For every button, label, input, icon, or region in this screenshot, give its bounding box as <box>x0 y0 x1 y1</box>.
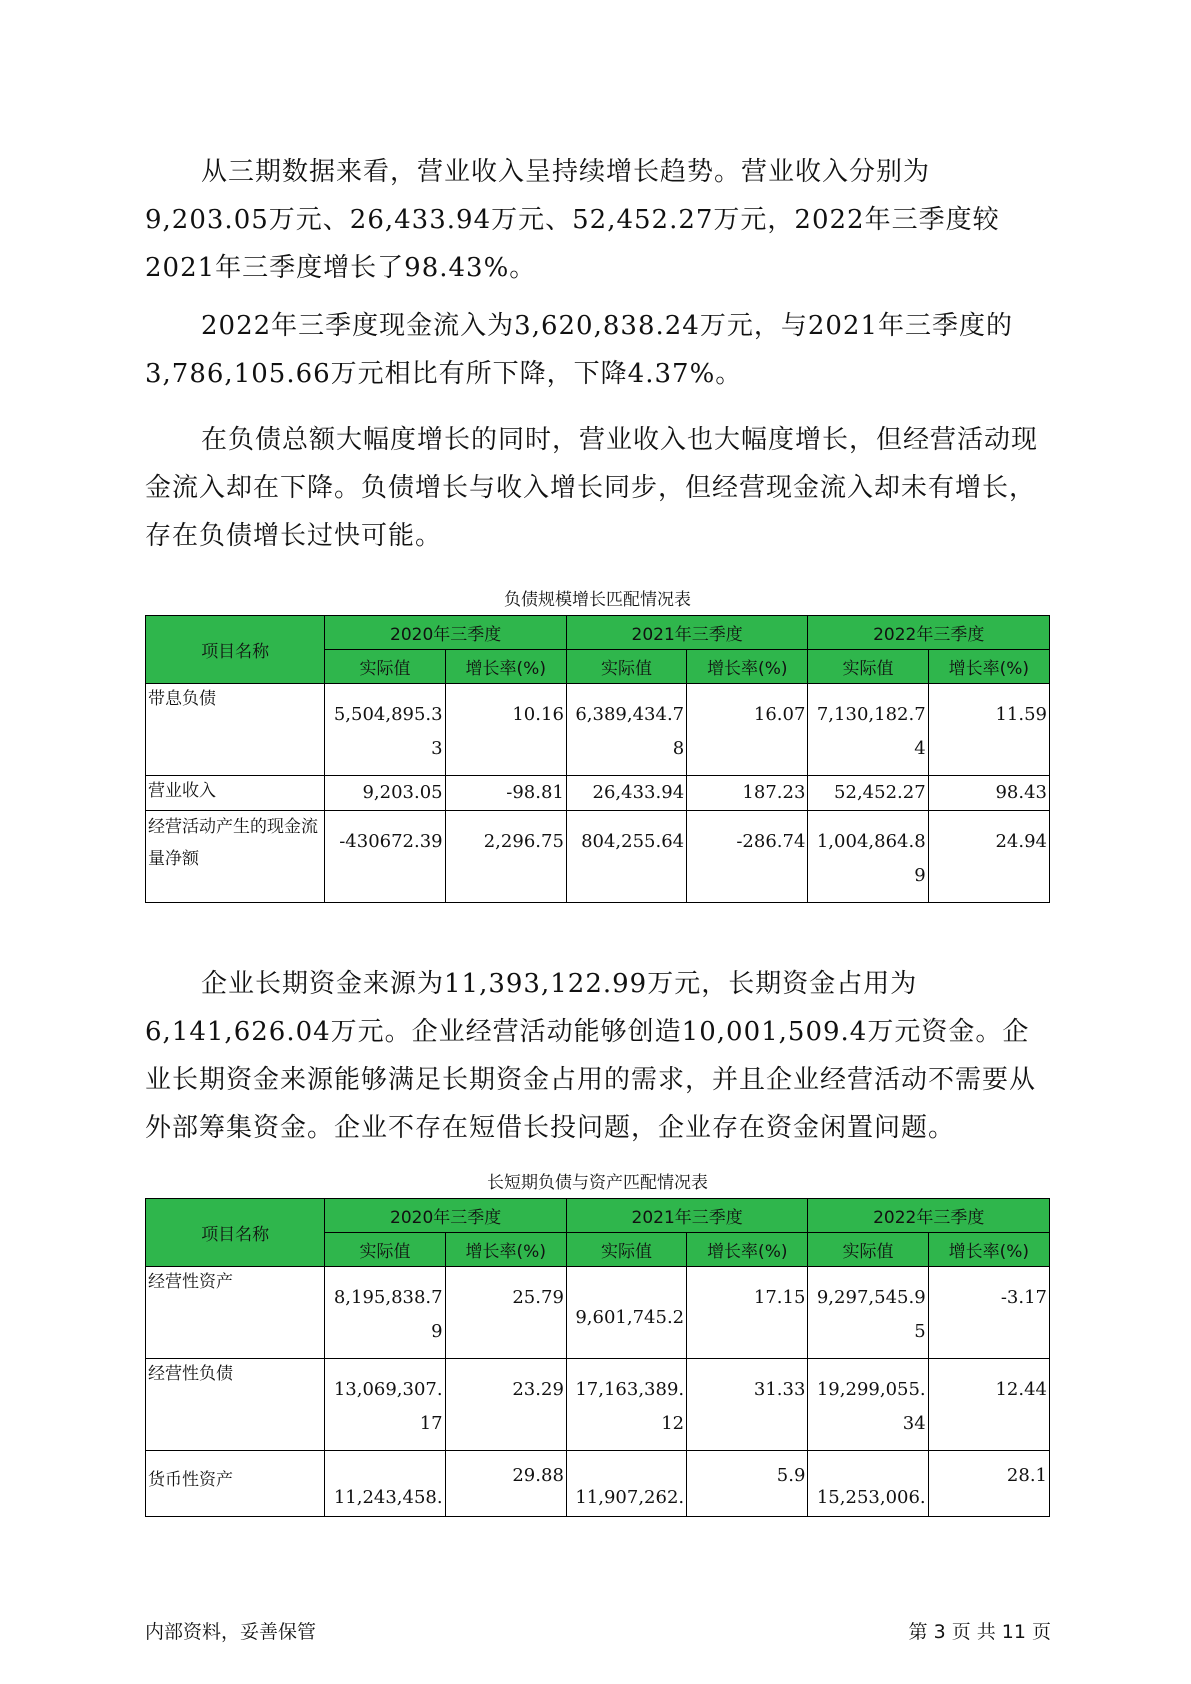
cell-value: 804,255.64 <box>566 811 686 903</box>
header-year: 2021年三季度 <box>566 1199 808 1233</box>
cell-value: 25.79 <box>445 1267 566 1359</box>
cell-value: 17,163,389.12 <box>566 1359 686 1451</box>
cell-value: 13,069,307.17 <box>325 1359 445 1451</box>
footer-confidential-note: 内部资料，妥善保管 <box>145 1621 317 1643</box>
row-name: 经营活动产生的现金流量净额 <box>146 811 325 903</box>
cell-value: 9,601,745.2 <box>566 1267 686 1359</box>
cell-value: 2,296.75 <box>445 811 566 903</box>
table2-caption: 长短期负债与资产匹配情况表 <box>487 1173 708 1193</box>
header-actual: 实际值 <box>566 1233 686 1267</box>
row-name: 经营性负债 <box>146 1359 325 1451</box>
paragraph-cash-inflow: 2022年三季度现金流入为3,620,838.24万元，与2021年三季度的3,786,105.66万元相比有所下降，下降4.37%。 <box>145 311 1014 389</box>
cell-value: -98.81 <box>445 776 566 811</box>
debt-growth-table <box>145 615 1050 903</box>
header-year: 2020年三季度 <box>325 616 567 650</box>
header-rate: 增长率(%) <box>687 1233 808 1267</box>
header-rate: 增长率(%) <box>445 650 566 684</box>
cell-value: 9,297,545.95 <box>808 1267 928 1359</box>
cell-value: 52,452.27 <box>808 776 928 811</box>
header-year: 2021年三季度 <box>566 616 808 650</box>
cell-value: 16.07 <box>687 684 808 776</box>
cell-value: 28.1 <box>928 1451 1049 1517</box>
row-name: 营业收入 <box>146 776 325 811</box>
cell-value: 29.88 <box>445 1451 566 1517</box>
cell-value: 11.59 <box>928 684 1049 776</box>
table-row <box>146 1359 1050 1451</box>
cell-value: 11,907,262. <box>566 1451 686 1517</box>
paragraph-capital-source: 企业长期资金来源为11,393,122.99万元，长期资金占用为6,141,626.04万元。企业经营活动能够创造10,001,509.4万元资金。企业长期资金来源能够满足长期资金占用的需求，并且企业经营活动不需要从外部筹集资金。企业不存在短借长投问题，企业存在资金闲置问题。 <box>145 969 1037 1143</box>
row-name: 货币性资产 <box>146 1451 325 1517</box>
cell-value: 15,253,006. <box>808 1451 928 1517</box>
header-rate: 增长率(%) <box>928 650 1049 684</box>
header-year: 2020年三季度 <box>325 1199 567 1233</box>
paragraph-debt-analysis: 在负债总额大幅度增长的同时，营业收入也大幅度增长，但经营活动现金流入却在下降。负债增长与收入增长同步，但经营现金流入却未有增长，存在负债增长过快可能。 <box>145 425 1039 551</box>
cell-value: -286.74 <box>687 811 808 903</box>
header-actual: 实际值 <box>325 1233 445 1267</box>
header-actual: 实际值 <box>808 1233 928 1267</box>
cell-value: 11,243,458. <box>325 1451 445 1517</box>
table-row <box>146 811 1050 903</box>
cell-value: -3.17 <box>928 1267 1049 1359</box>
row-name: 带息负债 <box>146 684 325 776</box>
cell-value: 187.23 <box>687 776 808 811</box>
cell-value: 10.16 <box>445 684 566 776</box>
cell-value: 5.9 <box>687 1451 808 1517</box>
asset-liability-table <box>145 1198 1050 1517</box>
cell-value: 31.33 <box>687 1359 808 1451</box>
header-item-name: 项目名称 <box>146 616 325 684</box>
cell-value: 24.94 <box>928 811 1049 903</box>
cell-value: 6,389,434.78 <box>566 684 686 776</box>
cell-value: -430672.39 <box>325 811 445 903</box>
footer-page-number: 第 3 页 共 11 页 <box>908 1621 1051 1643</box>
header-rate: 增长率(%) <box>445 1233 566 1267</box>
header-year: 2022年三季度 <box>808 1199 1050 1233</box>
row-name: 经营性资产 <box>146 1267 325 1359</box>
cell-value: 98.43 <box>928 776 1049 811</box>
cell-value: 8,195,838.79 <box>325 1267 445 1359</box>
table1-caption: 负债规模增长匹配情况表 <box>504 590 691 610</box>
header-item-name: 项目名称 <box>146 1199 325 1267</box>
header-actual: 实际值 <box>566 650 686 684</box>
cell-value: 7,130,182.74 <box>808 684 928 776</box>
header-actual: 实际值 <box>325 650 445 684</box>
table-row <box>146 1267 1050 1359</box>
cell-value: 23.29 <box>445 1359 566 1451</box>
header-rate: 增长率(%) <box>687 650 808 684</box>
cell-value: 12.44 <box>928 1359 1049 1451</box>
table-row <box>146 684 1050 776</box>
paragraph-revenue-trend: 从三期数据来看，营业收入呈持续增长趋势。营业收入分别为9,203.05万元、26,433.94万元、52,452.27万元，2022年三季度较2021年三季度增长了98.43%。 <box>145 157 1000 283</box>
header-actual: 实际值 <box>808 650 928 684</box>
table-row <box>146 1451 1050 1517</box>
cell-value: 5,504,895.33 <box>325 684 445 776</box>
header-rate: 增长率(%) <box>928 1233 1049 1267</box>
table-row <box>146 776 1050 811</box>
cell-value: 17.15 <box>687 1267 808 1359</box>
cell-value: 26,433.94 <box>566 776 686 811</box>
cell-value: 1,004,864.89 <box>808 811 928 903</box>
header-year: 2022年三季度 <box>808 616 1050 650</box>
cell-value: 9,203.05 <box>325 776 445 811</box>
cell-value: 19,299,055.34 <box>808 1359 928 1451</box>
